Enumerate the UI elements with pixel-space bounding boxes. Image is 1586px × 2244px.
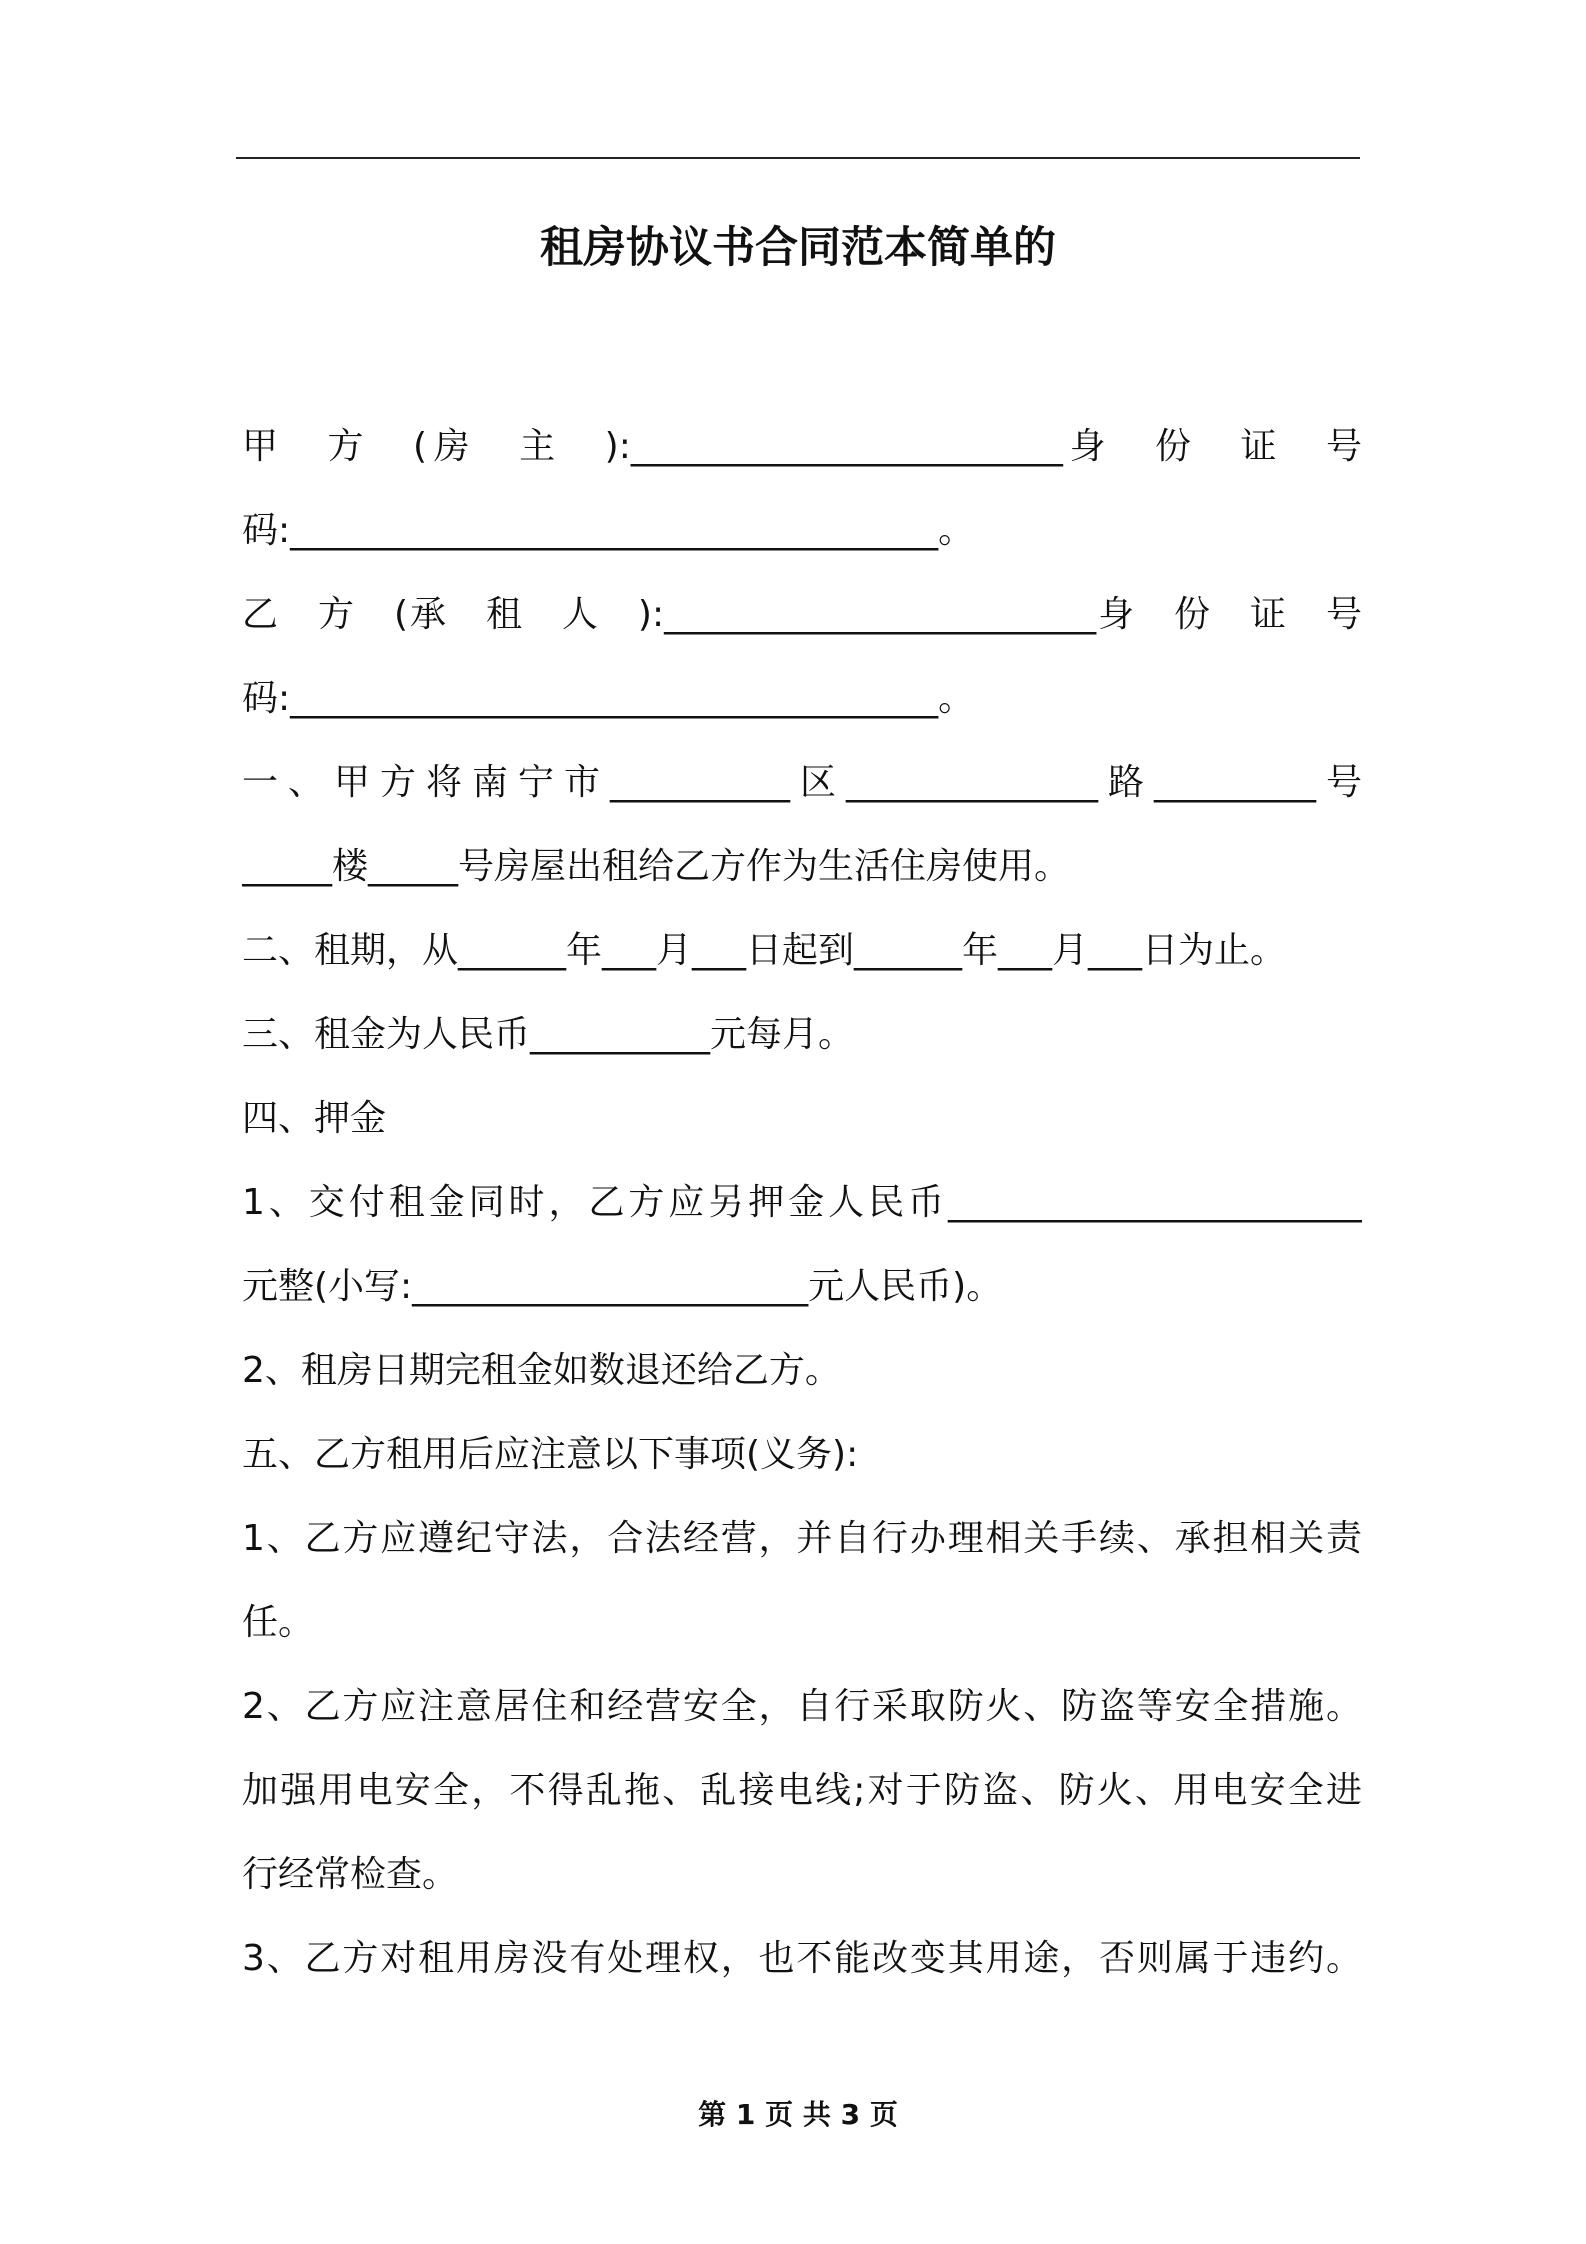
clause-4-item-1-line-2: 元整(小写:______________________元人民币)。 [242, 1266, 1003, 1307]
clause-3-line: 三、租金为人民币__________元每月。 [242, 1014, 855, 1055]
header-rule [236, 157, 1360, 159]
party-b-line: 乙 方 (承 租 人 ):________________________身 份 证 号 [242, 594, 1362, 635]
clause-1-line-1: 一、甲方将南宁市__________区______________路_________号 [242, 762, 1362, 803]
party-a-id-line: 码:____________________________________。 [242, 510, 975, 551]
clause-4-item-1-line-1: 1、交付租金同时，乙方应另押金人民币_______________________ [242, 1182, 1362, 1223]
clause-5-item-3-line: 3、乙方对租用房没有处理权，也不能改变其用途，否则属于违约。 [242, 1938, 1362, 1979]
clause-5-item-2-line-2: 加强用电安全，不得乱拖、乱接电线;对于防盗、防火、用电安全进 [242, 1770, 1362, 1811]
clause-5-item-1-line-2: 任。 [242, 1602, 315, 1643]
clause-5-item-1-line-1: 1、乙方应遵纪守法，合法经营，并自行办理相关手续、承担相关责 [242, 1518, 1362, 1559]
clause-5-item-2-line-3: 行经常检查。 [242, 1854, 459, 1895]
clause-2-line: 二、租期，从______年___月___日起到______年___月___日为止。 [242, 930, 1287, 971]
clause-5-heading: 五、乙方租用后应注意以下事项(义务): [242, 1434, 859, 1475]
party-a-line: 甲 方 (房 主 ):________________________身 份 证 号 [242, 426, 1362, 467]
document-body [242, 405, 1362, 2001]
document-title: 租房协议书合同范本简单的 [540, 223, 1056, 273]
page-number: 第 1 页 共 3 页 [698, 2098, 898, 2131]
clause-5-item-2-line-1: 2、乙方应注意居住和经营安全，自行采取防火、防盗等安全措施。 [242, 1686, 1362, 1727]
party-b-id-line: 码:____________________________________。 [242, 678, 975, 719]
clause-4-heading: 四、押金 [242, 1098, 387, 1139]
clause-4-item-2-line: 2、租房日期完租金如数退还给乙方。 [242, 1350, 841, 1391]
clause-1-line-2: _____楼_____号房屋出租给乙方作为生活住房使用。 [242, 846, 1071, 887]
